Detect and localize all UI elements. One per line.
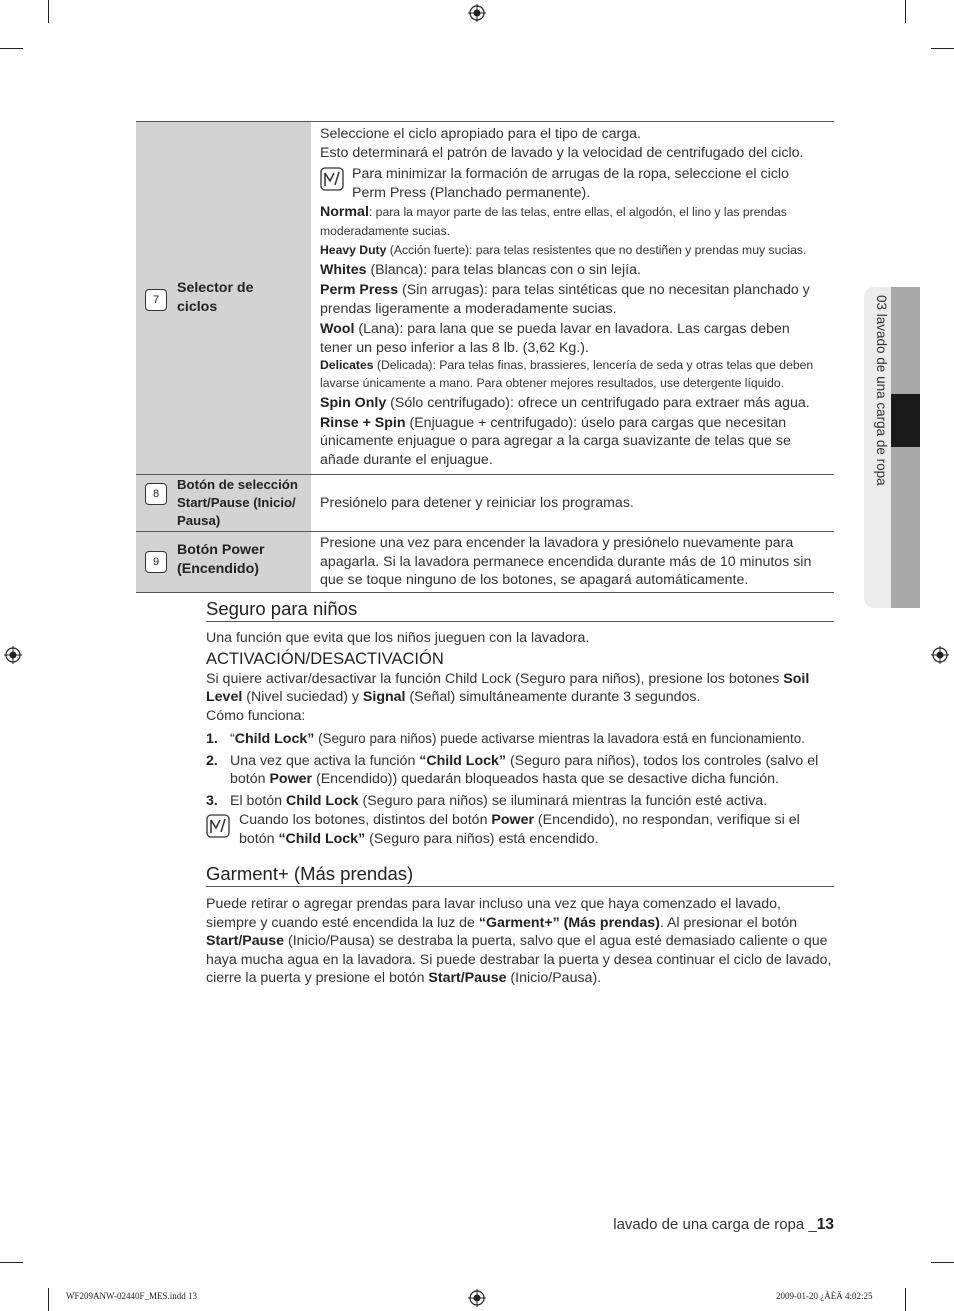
chapter-tab-bar [891,287,920,608]
note-pencil-icon [206,814,230,838]
crop-mark [0,48,23,49]
table-row [136,532,834,593]
table-row [136,475,834,532]
cycle-whites: Whites (Blanca): para telas blancas con o sin lejía. [320,261,641,278]
page-number: 13 [816,1216,834,1233]
chapter-tab-marker [891,394,920,447]
item-number-badge: 7 [145,289,167,311]
activation-paragraph: Si quiere activar/desactivar la función Child Lock (Seguro para niños), presione los botones Soil Level (Nivel suciedad) y Signal (Señal) simultáneamente durante 3 segundos. [206,670,810,705]
crop-mark [48,1288,49,1311]
table-row [136,122,834,475]
row-label-cell [136,475,311,532]
crop-mark [905,0,906,23]
item-number-badge: 8 [145,483,167,505]
row-description [311,122,834,475]
intro-text: Seleccione el ciclo apropiado para el tipo de carga. [320,126,641,142]
list-item: 1. “Child Lock” (Seguro para niños) puede activarse mientras la lavadora está en funcionamiento. [206,731,805,747]
note: Cuando los botones, distintos del botón Power (Encendido), no respondan, verifique si el botón “Child Lock” (Seguro para niños) está encendido. [206,811,834,848]
row-label: Botón de selección Start/Pause (Inicio/ Pausa) [177,477,298,528]
list-item: 2. Una vez que activa la función “Child Lock” (Seguro para niños), todos los controles (salvo el botón Power (Encendido)) quedarán bloqueados hasta que se desactive dicha función. [206,752,819,787]
crop-mark [0,1262,23,1263]
list-item: 3. El botón Child Lock (Seguro para niños) se iluminará mientras la función esté activa. [206,792,768,809]
page-footer: lavado de una carga de ropa _13 [613,1216,834,1233]
section-heading-garment-plus: Garment+ (Más prendas) [206,863,834,887]
print-slug-file: WF209ANW-02440F_MES.indd 13 [66,1291,198,1301]
cycle-delicates: Delicates (Delicada): Para telas finas, brassieres, lencería de seda y otras telas que deben lavarse únicamente a mano. Para obtener mejores resultados, use detergente líquido. [320,358,814,390]
crop-mark [48,0,49,23]
child-lock-section [206,629,834,848]
cycle-normal: Normal: para la mayor parte de las telas, entre ellas, el algodón, el lino y las prendas moderadamente sucias. [320,204,787,238]
crop-mark [931,48,954,49]
row-description: Presione una vez para encender la lavadora y presiónelo nuevamente para apagarla. Si la lavadora permanece encendida durante más de 10 minutos sin que se toque ninguno de los botones, se apagará automáticamente. [320,535,812,588]
note-pencil-icon [320,167,344,191]
print-slug-date: 2009-01-20 ¿ÀÈÄ 4:02:25 [776,1291,873,1301]
row-label-cell [136,532,311,593]
cycle-spin-only: Spin Only (Sólo centrifugado): ofrece un centrifugado para extraer más agua. [320,395,810,411]
cycle-rinse-spin: Rinse + Spin (Enjuague + centrifugado): úselo para cargas que necesitan únicamente enjuague o para agregar a la carga suavizante de telas que se añade durante el enjuague. [320,414,791,468]
cycle-wool: Wool (Lana): para lana que se pueda lavar en lavadora. Las cargas deben tener un peso inferior a las 8 lb. (3,62 Kg.). [320,321,790,356]
registration-mark-icon [931,646,949,664]
row-label: Botón Power (Encendido) [177,542,265,577]
crop-mark [905,1288,906,1311]
subheading: ACTIVACIÓN/DESACTIVACIÓN [206,649,444,668]
crop-mark [931,1262,954,1263]
row-description: Presiónelo para detener y reiniciar los programas. [320,494,634,511]
section-heading-child-lock: Seguro para niños [206,598,834,622]
item-number-badge: 9 [145,551,167,573]
row-label: Selector de ciclos [177,280,254,315]
intro-text: Esto determinará el patrón de lavado y la velocidad de centrifugado del ciclo. [320,144,804,161]
note: Para minimizar la formación de arrugas de la ropa, seleccione el ciclo Perm Press (Planchado permanente). [320,165,826,202]
controls-table [136,121,834,593]
garment-plus-paragraph: Puede retirar o agregar prendas para lavar incluso una vez que haya comenzado el lavado, siempre y cuando esté encendida la luz de “Garment+” (Más prendas). Al presionar el botón Start/Pause (Inicio/Pausa) se destraba la puerta, salvo que el agua esté demasiado caliente o que haya mucha agua en la lavadora. Si puede destrabar la puerta y desea continuar el ciclo de lavado, cierre la puerta y presione el botón Start/Pause (Inicio/Pausa). [206,896,832,986]
how-it-works-label: Cómo funciona: [206,707,306,724]
chapter-tab-label: 03 lavado de una carga de ropa [874,295,889,486]
registration-mark-icon [468,4,486,22]
cycle-heavy-duty: Heavy Duty (Acción fuerte): para telas resistentes que no destiñen y prendas muy sucias. [320,243,807,257]
cycle-perm-press: Perm Press (Sin arrugas): para telas sintéticas que no necesitan planchado y prendas ligeramente a moderadamente sucias. [320,282,810,317]
intro-text: Una función que evita que los niños jueguen con la lavadora. [206,630,590,646]
row-label-cell [136,122,311,475]
registration-mark-icon [4,646,22,664]
registration-mark-icon [468,1289,486,1307]
